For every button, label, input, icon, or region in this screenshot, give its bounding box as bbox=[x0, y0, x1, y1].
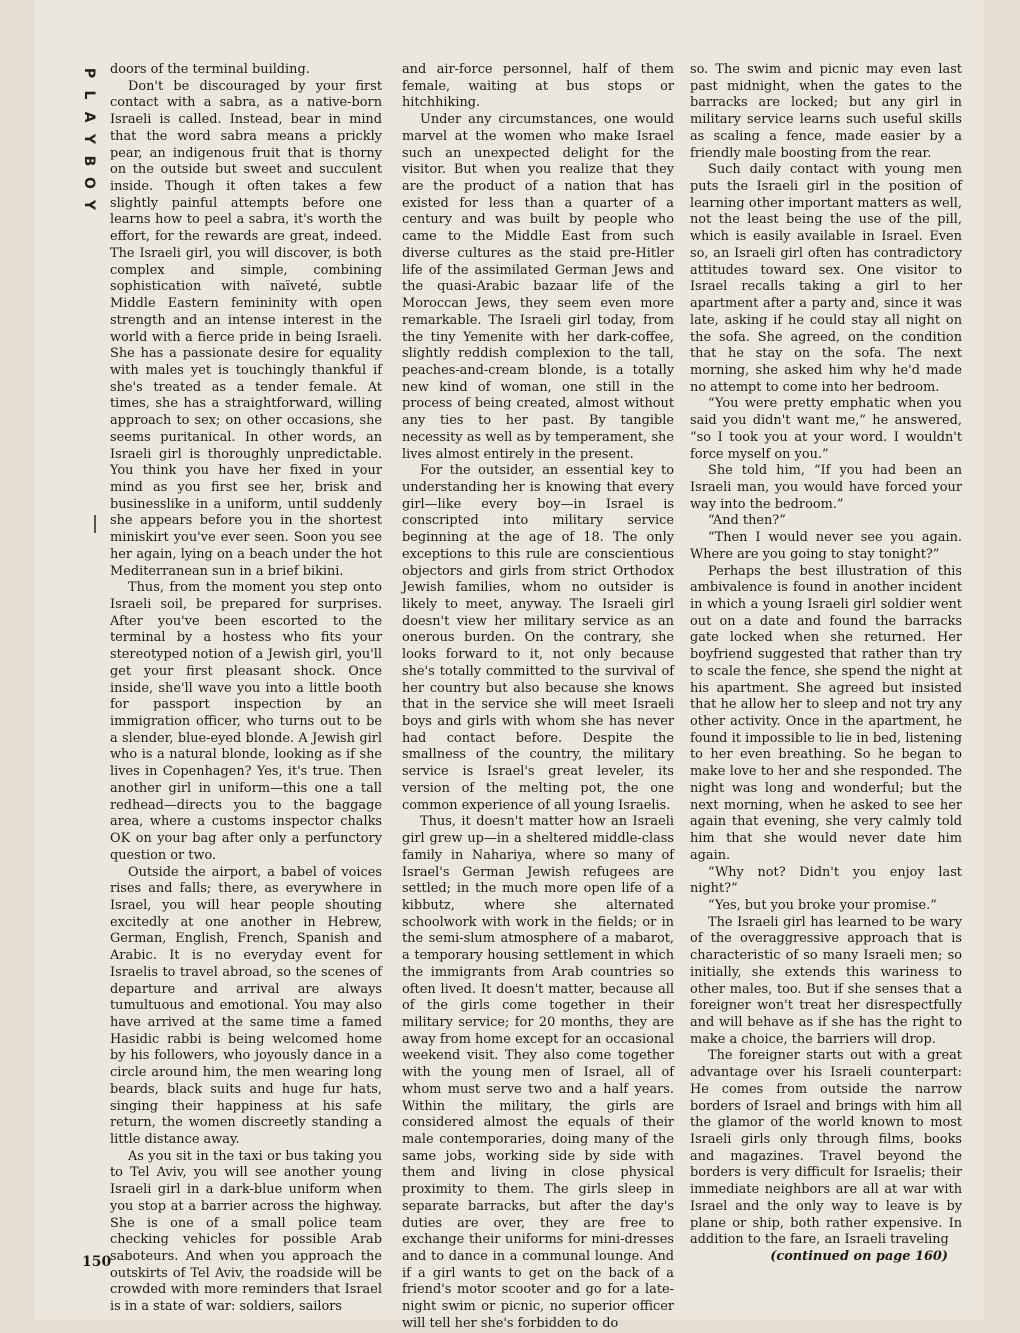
paragraph: and air-force personnel, half of them female, waiting at bus stops or hitchhiking. bbox=[402, 62, 674, 111]
masthead-vertical bbox=[80, 62, 98, 216]
paragraph: She told him, “If you had been an Israeli man, you would have forced your way into the bedroom.” bbox=[690, 463, 962, 512]
paragraph: Don't be discouraged by your first contact with a sabra, as a native-born Israeli is called. Instead, bear in mind that the word sabra means a prickly pear, an indigenous fruit that is thorny on the outside but sweet and succulent inside. Though it often takes a few slightly painful attempts before one learns how to peel a sabra, it's worth the effort, for the rewards are great, indeed. The Israeli girl, you will discover, is both complex and simple, combining sophistication with naïveté, subtle Middle Eastern femininity with open strength and an intense interest in the world with a fierce pride in being Israeli. She has a passionate desire for equality with males yet is touchingly thankful if she's treated as a tender female. At times, she has a straightforward, willing approach to sex; on other occasions, she seems puritanical. In other words, an Israeli girl is thoroughly unpredictable. You think you have her fixed in your mind as you first see her, brisk and businesslike in a uniform, until suddenly she appears before you in the shortest miniskirt you've ever seen. Soon you see her again, lying on a beach under the hot Mediterranean sun in a brief bikini. bbox=[110, 78, 382, 579]
paragraph: “You were pretty emphatic when you said you didn't want me,” he answered, “so I took you at your word. I wouldn't force myself on you.” bbox=[690, 396, 962, 462]
paragraph: “Why not? Didn't you enjoy last night?” bbox=[690, 864, 962, 897]
paragraph: Thus, it doesn't matter how an Israeli girl grew up—in a sheltered middle-class family in Nahariya, where so many of Israel's German Jewish refugees are settled; in the much more open life of a kibbutz, where she alternated schoolwork with work in the fields; or in the semi-slum atmosphere of a mabarot, a temporary housing settlement in which the immigrants from Arab countries so often lived. It doesn't matter, because all of the girls come together in their military service; for 20 months, they are away from home except for an occasional weekend visit. They also come together with the young men of Israel, all of whom must serve two and a half years. Within the military, the girls are considered almost the equals of their male contemporaries, doing many of the same jobs, working side by side with them and living in close physical proximity to them. The girls sleep in separate barracks, but after the day's duties are over, they are free to exchange their uniforms for mini-dresses and to dance in a communal lounge. And if a girl wants to get on the back of a friend's motor scooter and go for a late-night swim or picnic, no superior officer will tell her she's forbidden to do bbox=[402, 814, 674, 1331]
text-column-1 bbox=[110, 62, 382, 1315]
masthead-letter: Y bbox=[81, 133, 97, 145]
paragraph: “Then I would never see you again. Where are you going to stay tonight?” bbox=[690, 530, 962, 562]
paragraph: The Israeli girl has learned to be wary of the overaggressive approach that is characteristic of so many Israeli men; so initially, she extends this wariness to other males, too. But if she senses that a foreigner won't treat her disrespectfully and will behave as if she has the right to make a choice, the barriers will drop. bbox=[690, 914, 962, 1047]
masthead-letter: L bbox=[81, 90, 97, 100]
paragraph: Thus, from the moment you step onto Israeli soil, be prepared for surprises. After you've been escorted to the terminal by a hostess who fits your stereotyped notion of a Jewish girl, you'll get your first pleasant shock. Once inside, she'll wave you into a little booth for passport inspection by an immigration officer, who turns out to be a slender, blue-eyed blonde. A Jewish girl who is a natural blonde, looking as if she lives in Copenhagen? Yes, it's true. Then another girl in uniform—this one a tall redhead—directs you to the baggage area, where a customs inspector chalks OK on your bag after only a perfunctory question or two. bbox=[110, 580, 382, 863]
paragraph: “Yes, but you broke your promise.” bbox=[708, 897, 937, 913]
paragraph: The foreigner starts out with a great advantage over his Israeli counterpart: He comes from outside the narrow borders of Israel and brings with him all the glamor of the world known to most Israeli girls only through films, books and magazines. Travel beyond the borders is very difficult for Israelis; their immediate neighbors are all at war with Israel and the only way to leave is by plane or ship, both rather expensive. In addition to the fare, an Israeli traveling bbox=[690, 1048, 962, 1248]
masthead-letter: O bbox=[81, 177, 97, 189]
page-number: 150 bbox=[82, 1254, 112, 1270]
paragraph: doors of the terminal building. bbox=[110, 62, 310, 77]
text-column-3 bbox=[690, 62, 962, 1277]
masthead-letter: A bbox=[81, 111, 97, 123]
paragraph: “And then?” bbox=[708, 513, 786, 529]
masthead-letter: P bbox=[81, 67, 97, 79]
paragraph: Perhaps the best illustration of this ambivalence is found in another incident in which a young Israeli girl soldier went out on a date and found the barracks gate locked when she returned. Her boyfriend suggested that rather than try to scale the fence, she spend the night at his apartment. She agreed but insisted that he allow her to sleep and not try any other activity. Once in the apartment, he found it impossible to lie in bed, listening to her even breathing. So he began to make love to her and she responded. The night was long and wonderful; but the next morning, when he asked to see her again that evening, she very calmly told him that she would never date him again. bbox=[690, 563, 962, 863]
paragraph: For the outsider, an essential key to understanding her is knowing that every girl—like every boy—in Israel is conscripted into military service beginning at the age of 18. The only exceptions to this rule are conscientious objectors and girls from strict Orthodox Jewish families, whom no outsider is likely to meet, anyway. The Israeli girl doesn't view her military service as an onerous burden. On the contrary, she looks forward to it, not only because she's totally committed to the survival of her country but also because she knows that in the service she will meet Israeli boys and girls with whom she has never had contact before. Despite the smallness of the country, the military service is Israel's great leveler, its version of the melting pot, the one common experience of all young Israelis. bbox=[402, 463, 674, 813]
print-mark bbox=[94, 515, 96, 533]
paragraph: Outside the airport, a babel of voices rises and falls; there, as everywhere in Israel, you will hear people shouting excitedly at one another in Hebrew, German, English, French, Spanish and Arabic. It is no everyday event for Israelis to travel abroad, so the scenes of departure and arrival are always tumultuous and emotional. You may also have arrived at the same time a famed Hasidic rabbi is being welcomed home by his followers, who joyously dance in a circle around him, the men wearing long beards, black suits and huge fur hats, singing their happiness at his safe return, the women discreetly standing a little distance away. bbox=[110, 864, 382, 1147]
masthead-letter: B bbox=[81, 155, 97, 167]
continued-note: (continued on page 160) bbox=[770, 1249, 948, 1265]
paragraph: Such daily contact with young men puts the Israeli girl in the position of learning other important matters as well, not the least being the use of the pill, which is easily available in Israel. Even so, an Israeli girl often has contradictory attitudes toward sex. One visitor to Israel recalls taking a girl to her apartment after a party and, since it was late, asking if he could stay all night on the sofa. She agreed, on the condition that he stay on the sofa. The next morning, she asked him why he'd made no attempt to come into her bedroom. bbox=[690, 162, 962, 395]
masthead-letter: Y bbox=[81, 199, 97, 211]
text-column-2 bbox=[402, 62, 674, 1331]
paragraph: Under any circumstances, one would marvel at the women who make Israel such an unexpected delight for the visitor. But when you realize that they are the product of a nation that has existed for less than a quarter of a century and was built by people who came to the Middle East from such diverse cultures as the staid pre-Hitler life of the assimilated German Jews and the quasi-Arabic bazaar life of the Moroccan Jews, they seem even more remarkable. The Israeli girl today, from the tiny Yemenite with her dark-coffee, slightly reddish complexion to the tall, peaches-and-cream blonde, is a totally new kind of woman, one still in the process of being created, almost without any ties to her past. By tangible necessity as well as by temperament, she lives almost entirely in the present. bbox=[402, 112, 674, 462]
paragraph: As you sit in the taxi or bus taking you to Tel Aviv, you will see another young Israeli girl in a dark-blue uniform when you stop at a barrier across the highway. She is one of a small police team checking vehicles for possible Arab saboteurs. And when you approach the outskirts of Tel Aviv, the roadside will be crowded with more reminders that Israel is in a state of war: soldiers, sailors bbox=[110, 1148, 382, 1315]
paragraph: so. The swim and picnic may even last past midnight, when the gates to the barracks are locked; but any girl in military service learns such useful skills as scaling a fence, made easier by a friendly male boosting from the rear. bbox=[690, 62, 962, 161]
